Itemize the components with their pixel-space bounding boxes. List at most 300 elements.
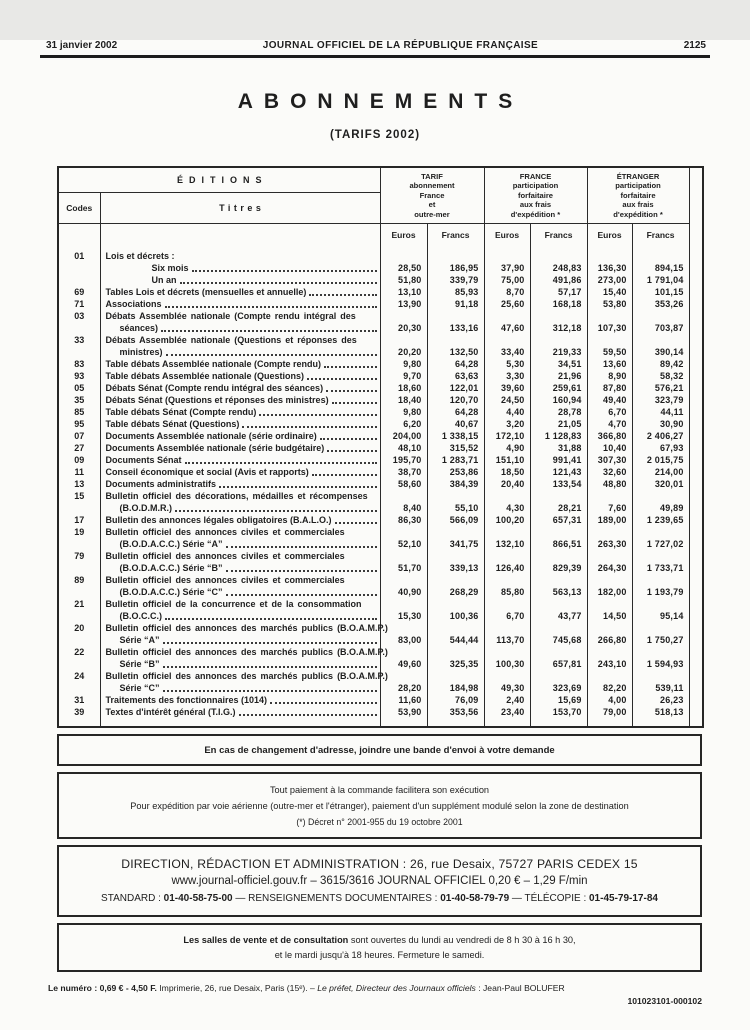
tariff-value: 75,00 <box>484 274 530 286</box>
title-line: Bulletin officiel des annonces civiles et commerciales <box>105 551 345 561</box>
title-line: Bulletin officiel des annonces des marchés publics (B.O.A.M.P.) <box>105 623 388 633</box>
tariff-value: 991,41 <box>530 454 587 466</box>
column-group-line: outre-mer <box>414 209 450 219</box>
tariff-value: 43,77 <box>530 598 587 622</box>
tariff-value: 1 193,79 <box>632 574 689 598</box>
dot-leader <box>242 418 376 428</box>
tariff-value: 100,36 <box>427 598 484 622</box>
title-text: Textes d'intérêt général (T.I.G.) <box>105 707 236 717</box>
column-group-line: TARIF <box>421 171 443 181</box>
title-line <box>106 538 378 550</box>
tariff-value: 204,00 <box>380 430 427 442</box>
titres-band <box>100 224 380 246</box>
tariff-value: 121,43 <box>530 466 587 478</box>
text-segment: Le numéro : 0,69 € - 4,50 F. <box>48 983 160 993</box>
title-line <box>106 682 378 694</box>
gutter-cell <box>689 286 703 298</box>
spacer-cell <box>380 718 427 727</box>
column-group-line: aux frais <box>519 200 552 210</box>
dot-leader <box>163 658 377 668</box>
row-code: 20 <box>58 622 100 646</box>
title-line <box>106 442 378 454</box>
spacer-cell <box>58 718 100 727</box>
tariff-value: 13,90 <box>380 298 427 310</box>
editions-header: ÉDITIONS <box>58 167 380 193</box>
table-row <box>58 514 703 526</box>
table-row <box>58 646 703 670</box>
table-row <box>58 406 703 418</box>
tariff-value <box>530 250 587 262</box>
unit-header-euros: Euros <box>587 224 632 246</box>
gutter-cell <box>689 646 703 670</box>
row-code: 11 <box>58 466 100 478</box>
tariff-value <box>587 250 632 262</box>
title-text: Table débats Assemblée nationale (Questions) <box>105 371 305 381</box>
gutter-cell <box>689 382 703 394</box>
spacer-cell <box>632 718 689 727</box>
sales-hours-box <box>57 923 702 972</box>
footer-imprint-line <box>48 982 702 994</box>
tariff-value: 63,63 <box>427 370 484 382</box>
dot-leader <box>309 286 376 296</box>
tariff-value: 5,30 <box>484 358 530 370</box>
tariff-value: 44,11 <box>632 406 689 418</box>
tariff-value: 79,00 <box>587 706 632 718</box>
tariff-value: 894,15 <box>632 262 689 274</box>
dot-leader <box>327 442 376 452</box>
text-segment: 01-45-79-17-84 <box>589 893 658 904</box>
dot-leader <box>259 406 376 416</box>
row-code: 79 <box>58 550 100 574</box>
row-title <box>100 274 380 286</box>
dot-leader <box>326 382 376 392</box>
row-title <box>100 370 380 382</box>
row-code: 13 <box>58 478 100 490</box>
row-title <box>100 490 380 514</box>
table-row <box>58 394 703 406</box>
tariff-value: 132,10 <box>484 526 530 550</box>
title-text: (B.O.D.M.R.) <box>119 503 172 513</box>
column-group-line: forfaitaire <box>620 190 656 200</box>
tariff-value: 539,11 <box>632 670 689 694</box>
gutter-cell <box>689 454 703 466</box>
tariff-value: 4,40 <box>484 406 530 418</box>
row-title <box>100 478 380 490</box>
title-line <box>106 658 378 670</box>
tariff-table-wrapper <box>57 166 702 728</box>
row-title <box>100 418 380 430</box>
title-text: séances) <box>119 323 159 333</box>
column-group-tarif <box>380 167 484 224</box>
row-title <box>100 358 380 370</box>
tariff-value: 49,40 <box>587 394 632 406</box>
table-row <box>58 298 703 310</box>
tariff-value: 120,70 <box>427 394 484 406</box>
tariff-value: 266,80 <box>587 622 632 646</box>
gutter-cell <box>689 250 703 262</box>
table-row <box>58 262 703 274</box>
text-segment: sont ouvertes du lundi au vendredi de 8 h 30 à 16 h 30, <box>348 935 576 945</box>
tariff-value: 26,23 <box>632 694 689 706</box>
tariff-value: 107,30 <box>587 310 632 334</box>
dot-leader <box>192 262 377 272</box>
tariff-value: 126,40 <box>484 550 530 574</box>
gutter-cell <box>689 334 703 358</box>
tariff-value: 122,01 <box>427 382 484 394</box>
title-text: Conseil économique et social (Avis et rapports) <box>105 467 309 477</box>
spacer-cell <box>484 718 530 727</box>
gutter-cell <box>689 442 703 454</box>
row-code: 17 <box>58 514 100 526</box>
tariff-value: 49,30 <box>484 670 530 694</box>
column-group-line: FRANCE <box>519 171 552 181</box>
table-row <box>58 490 703 514</box>
tariff-value: 268,29 <box>427 574 484 598</box>
tariff-value: 3,20 <box>484 418 530 430</box>
title-line <box>106 298 378 310</box>
tariff-value: 366,80 <box>587 430 632 442</box>
row-title <box>100 694 380 706</box>
table-row <box>58 466 703 478</box>
table-row <box>58 250 703 262</box>
titres-header: Titres <box>100 193 380 224</box>
tariff-value: 85,80 <box>484 574 530 598</box>
title-line <box>106 634 378 646</box>
tariff-value: 9,80 <box>380 406 427 418</box>
title-text: (B.O.C.C.) <box>119 611 162 621</box>
tariff-value: 8,90 <box>587 370 632 382</box>
tariff-value: 151,10 <box>484 454 530 466</box>
document-title: ABONNEMENTS <box>237 90 524 113</box>
gutter-cell <box>689 310 703 334</box>
title-line <box>106 466 378 478</box>
tariff-value: 1 283,71 <box>427 454 484 466</box>
gutter-cell <box>689 358 703 370</box>
tariff-value: 745,68 <box>530 622 587 646</box>
tariff-value: 353,26 <box>632 298 689 310</box>
tariff-value: 25,60 <box>484 298 530 310</box>
tariff-value: 1 791,04 <box>632 274 689 286</box>
title-line: Débats Assemblée nationale (Compte rendu intégral des <box>105 311 356 321</box>
title-text: Documents Sénat <box>105 455 182 465</box>
title-line: Lois et décrets : <box>105 251 175 261</box>
tariff-value: 160,94 <box>530 394 587 406</box>
decree-reference: (*) Décret n° 2001-955 du 19 octobre 2001 <box>296 817 463 827</box>
title-line <box>106 586 378 598</box>
title-line <box>106 706 378 718</box>
row-code: 83 <box>58 358 100 370</box>
tariff-value: 6,70 <box>484 598 530 622</box>
row-title <box>100 310 380 334</box>
row-code: 27 <box>58 442 100 454</box>
gutter-cell <box>689 406 703 418</box>
tariff-value: 184,98 <box>427 670 484 694</box>
title-text: Série “B” <box>119 659 160 669</box>
title-text: Débats Sénat (Questions et réponses des ministres) <box>105 395 329 405</box>
title-text: Tables Lois et décrets (mensuelles et annuelle) <box>105 287 307 297</box>
tariff-value: 89,42 <box>632 358 689 370</box>
print-code: 101023101-000102 <box>627 996 702 1006</box>
gutter-cell <box>689 526 703 550</box>
tariff-value: 307,30 <box>587 454 632 466</box>
gutter-cell <box>689 466 703 478</box>
row-code <box>58 274 100 286</box>
codes-header: Codes <box>58 193 100 224</box>
row-title <box>100 286 380 298</box>
row-title <box>100 466 380 478</box>
tariff-value: 18,40 <box>380 394 427 406</box>
row-code: 09 <box>58 454 100 466</box>
tariff-value: 48,80 <box>587 478 632 490</box>
tariff-value: 243,10 <box>587 646 632 670</box>
title-text: ministres) <box>119 347 163 357</box>
tariff-value: 20,40 <box>484 478 530 490</box>
dot-leader <box>307 370 376 380</box>
tariff-value: 15,69 <box>530 694 587 706</box>
tariff-value: 21,96 <box>530 370 587 382</box>
row-title <box>100 670 388 694</box>
tariff-value: 9,80 <box>380 358 427 370</box>
row-title <box>100 262 380 274</box>
tariff-value: 273,00 <box>587 274 632 286</box>
table-row <box>58 706 703 718</box>
title-text: Documents Assemblée nationale (série ordinaire) <box>105 431 317 441</box>
tariff-value <box>484 250 530 262</box>
row-code: 01 <box>58 250 100 262</box>
codes-band <box>58 224 100 246</box>
title-line: Bulletin officiel de la concurrence et de la consommation <box>105 599 362 609</box>
title-line <box>106 610 378 622</box>
tariff-value: 9,70 <box>380 370 427 382</box>
tariff-value: 133,16 <box>427 310 484 334</box>
title-line <box>106 346 378 358</box>
text-segment: : Jean-Paul BOLUFER <box>475 983 565 993</box>
row-title <box>100 406 380 418</box>
title-line <box>106 286 378 298</box>
gutter-cell <box>689 262 703 274</box>
text-segment: 01-40-58-79-79 <box>440 893 510 904</box>
gutter-cell <box>689 490 703 514</box>
tariff-value: 18,60 <box>380 382 427 394</box>
dot-leader <box>312 466 377 476</box>
tariff-value: 67,93 <box>632 442 689 454</box>
tariff-value: 1 733,71 <box>632 550 689 574</box>
row-code: 07 <box>58 430 100 442</box>
table-row <box>58 526 703 550</box>
tariff-value: 390,14 <box>632 334 689 358</box>
tariff-value: 248,83 <box>530 262 587 274</box>
title-text: Table débats Sénat (Compte rendu) <box>105 407 257 417</box>
row-title <box>100 334 380 358</box>
title-line <box>106 394 378 406</box>
dot-leader <box>226 586 377 596</box>
title-line: Bulletin officiel des annonces civiles et commerciales <box>105 575 345 585</box>
tariff-value: 47,60 <box>484 310 530 334</box>
tariff-value: 13,10 <box>380 286 427 298</box>
tariff-value: 30,90 <box>632 418 689 430</box>
tariff-value: 6,70 <box>587 406 632 418</box>
website-and-minitel: www.journal-officiel.gouv.fr – 3615/3616 JOURNAL OFFICIEL 0,20 € – 1,29 F/min <box>171 875 588 887</box>
tariff-value: 657,31 <box>530 514 587 526</box>
tariff-value: 10,40 <box>587 442 632 454</box>
dot-leader <box>163 634 377 644</box>
title-text: Documents Assemblée nationale (série budgétaire) <box>105 443 325 453</box>
title-line <box>106 418 378 430</box>
page-header <box>46 40 706 51</box>
tariff-value: 28,50 <box>380 262 427 274</box>
table-row <box>58 574 703 598</box>
table-row <box>58 358 703 370</box>
column-group-line: participation <box>512 181 559 191</box>
table-row <box>58 598 703 622</box>
tariff-value: 52,10 <box>380 526 427 550</box>
tariff-value: 76,09 <box>427 694 484 706</box>
spacer-cell <box>530 718 587 727</box>
row-code <box>58 262 100 274</box>
spacer-cell <box>427 718 484 727</box>
tariff-value: 384,39 <box>427 478 484 490</box>
column-group-etranger <box>587 167 689 224</box>
tariff-value: 20,20 <box>380 334 427 358</box>
title-line <box>106 358 378 370</box>
tariff-value: 100,20 <box>484 514 530 526</box>
tariff-value <box>632 250 689 262</box>
tariff-value: 325,35 <box>427 646 484 670</box>
table-row <box>58 382 703 394</box>
title-text: (B.O.D.A.C.C.) Série “B” <box>119 563 223 573</box>
row-title <box>100 394 380 406</box>
sales-hours-line-1 <box>65 933 694 948</box>
tariff-value: 14,50 <box>587 598 632 622</box>
unit-header-francs: Francs <box>530 224 587 246</box>
table-row <box>58 454 703 466</box>
tariff-value: 86,30 <box>380 514 427 526</box>
spacer-cell <box>100 718 380 727</box>
tariff-value: 113,70 <box>484 622 530 646</box>
tariff-value: 58,60 <box>380 478 427 490</box>
unit-header-francs: Francs <box>632 224 689 246</box>
dot-leader <box>226 538 377 548</box>
dot-leader <box>166 346 377 356</box>
table-row <box>58 478 703 490</box>
dot-leader <box>332 394 377 404</box>
tariff-value: 264,30 <box>587 550 632 574</box>
title-line <box>106 502 378 514</box>
tariff-value: 219,33 <box>530 334 587 358</box>
title-line: Bulletin officiel des annonces civiles et commerciales <box>105 527 345 537</box>
dot-leader <box>219 478 376 488</box>
tariff-value: 3,30 <box>484 370 530 382</box>
title-line <box>106 274 378 286</box>
gutter-cell <box>689 706 703 718</box>
table-row <box>58 310 703 334</box>
row-code: 39 <box>58 706 100 718</box>
row-code: 69 <box>58 286 100 298</box>
row-code: 15 <box>58 490 100 514</box>
dot-leader <box>175 502 377 512</box>
tariff-value: 15,30 <box>380 598 427 622</box>
tariff-value <box>380 250 427 262</box>
table-row <box>58 694 703 706</box>
payment-notice <box>57 772 702 839</box>
tariff-value: 40,90 <box>380 574 427 598</box>
text-segment: — RENSEIGNEMENTS DOCUMENTAIRES : <box>232 893 441 904</box>
tariff-value: 37,90 <box>484 262 530 274</box>
administration-box <box>57 845 702 917</box>
table-row <box>58 550 703 574</box>
title-line: Bulletin officiel des décorations, médailles et récompenses <box>105 491 368 501</box>
gutter-cell <box>689 514 703 526</box>
tariff-value: 49,89 <box>632 490 689 514</box>
tariff-value: 51,70 <box>380 550 427 574</box>
tariff-value: 32,60 <box>587 466 632 478</box>
row-code: 24 <box>58 670 100 694</box>
title-text: Série “C” <box>119 683 160 693</box>
tariff-value: 64,28 <box>427 406 484 418</box>
tariff-value: 64,28 <box>427 358 484 370</box>
tariff-value: 168,18 <box>530 298 587 310</box>
tariff-value: 1 239,65 <box>632 514 689 526</box>
table-row <box>58 274 703 286</box>
row-title <box>100 514 380 526</box>
tariff-value: 4,70 <box>587 418 632 430</box>
dot-leader <box>185 454 377 464</box>
tariff-value: 2,40 <box>484 694 530 706</box>
document-subtitle: (TARIFS 2002) <box>329 129 421 141</box>
gutter-cell <box>689 478 703 490</box>
tariff-value: 132,50 <box>427 334 484 358</box>
row-title <box>100 382 380 394</box>
tariff-value: 15,40 <box>587 286 632 298</box>
tariff-value: 100,30 <box>484 646 530 670</box>
text-segment: Les salles de vente et de consultation <box>183 935 349 945</box>
tariff-value: 59,50 <box>587 334 632 358</box>
column-group-line: et <box>428 200 436 210</box>
table-header-row-groups <box>58 167 703 193</box>
row-title <box>100 574 380 598</box>
row-code: 19 <box>58 526 100 550</box>
tariff-value: 38,70 <box>380 466 427 478</box>
title-line <box>106 694 378 706</box>
tariff-value: 576,21 <box>632 382 689 394</box>
dot-leader <box>226 562 377 572</box>
tariff-value: 34,51 <box>530 358 587 370</box>
text-segment: 01-40-58-75-00 <box>163 893 233 904</box>
tariff-value: 18,50 <box>484 466 530 478</box>
tariff-value <box>427 250 484 262</box>
gutter-cell <box>689 622 703 646</box>
table-row <box>58 370 703 382</box>
spacer-row <box>58 718 703 727</box>
gutter-cell <box>689 274 703 286</box>
row-title <box>100 646 388 670</box>
row-title <box>100 442 380 454</box>
payment-line-2: Pour expédition par voie aérienne (outre-mer et l'étranger), paiement d'un supplément modulé selon la zone de destination <box>130 801 629 811</box>
journal-page <box>0 40 750 1030</box>
column-group-line: aux frais <box>622 200 654 210</box>
row-code: 71 <box>58 298 100 310</box>
tariff-value: 87,80 <box>587 382 632 394</box>
row-code: 33 <box>58 334 100 358</box>
dot-leader <box>165 610 377 620</box>
gutter-cell <box>689 598 703 622</box>
title-line <box>106 262 378 274</box>
tariff-value: 491,86 <box>530 274 587 286</box>
page-number: 2125 <box>683 40 706 51</box>
title-line: Débats Assemblée nationale (Questions et réponses des <box>105 335 357 345</box>
address-change-text: En cas de changement d'adresse, joindre une bande d'envoi à votre demande <box>204 745 555 756</box>
spacer-cell <box>587 718 632 727</box>
